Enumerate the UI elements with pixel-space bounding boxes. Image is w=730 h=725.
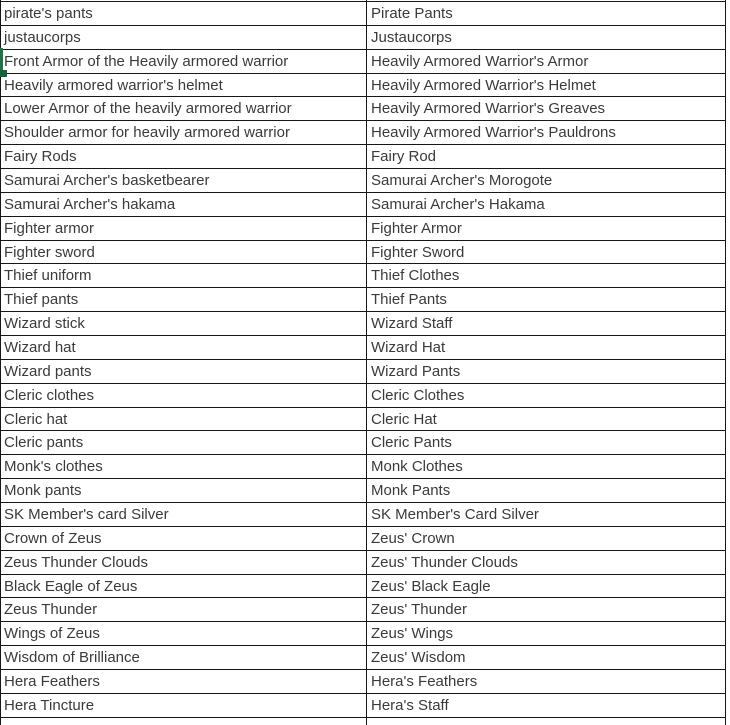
source-name-cell[interactable]: Cleric pants: [4, 434, 84, 452]
table-row: [0, 193, 726, 217]
table-body: [0, 2, 726, 718]
source-name-cell[interactable]: Wizard pants: [4, 362, 92, 380]
table-row: [0, 551, 726, 575]
source-name-cell[interactable]: Zeus Thunder: [4, 601, 98, 619]
source-name-cell[interactable]: Samurai Archer's hakama: [4, 195, 176, 213]
source-name-cell[interactable]: Shoulder armor for heavily armored warrior: [4, 124, 290, 142]
target-name-cell[interactable]: Heavily Armored Warrior's Greaves: [371, 100, 606, 118]
table-row: [0, 622, 726, 646]
grid-left-border: [0, 0, 1, 725]
target-name-cell[interactable]: Zeus' Thunder Clouds: [371, 553, 518, 571]
table-row: [0, 527, 726, 551]
table-row: [0, 646, 726, 670]
target-name-cell[interactable]: Cleric Clothes: [371, 386, 465, 404]
table-row: [0, 575, 726, 599]
source-name-cell[interactable]: SK Member's card Silver: [4, 505, 169, 523]
table-row: [0, 384, 726, 408]
target-name-cell[interactable]: Cleric Hat: [371, 410, 437, 428]
target-name-cell[interactable]: Hera's Feathers: [371, 672, 478, 690]
table-row: [0, 479, 726, 503]
table-row: [0, 241, 726, 265]
target-name-cell[interactable]: Hera's Staff: [371, 696, 449, 714]
table-row: [0, 169, 726, 193]
source-name-cell[interactable]: Front Armor of the Heavily armored warrior: [4, 52, 289, 70]
source-name-cell[interactable]: justaucorps: [4, 28, 81, 46]
source-name-cell[interactable]: Lower Armor of the heavily armored warrior: [4, 100, 292, 118]
source-name-cell[interactable]: pirate's pants: [4, 4, 93, 22]
target-name-cell[interactable]: Cleric Pants: [371, 434, 452, 452]
table-row: [0, 694, 726, 718]
table-row: [0, 670, 726, 694]
source-name-cell[interactable]: Wisdom of Brilliance: [4, 649, 140, 667]
source-name-cell[interactable]: Wizard hat: [4, 338, 76, 356]
table-row: [0, 431, 726, 455]
target-name-cell[interactable]: Zeus' Thunder: [371, 601, 467, 619]
source-name-cell[interactable]: Heavily armored warrior's helmet: [4, 76, 223, 94]
source-name-cell[interactable]: Thief uniform: [4, 267, 92, 285]
target-name-cell[interactable]: Pirate Pants: [371, 4, 453, 22]
cell-selection-border: [0, 48, 3, 71]
table-row: [0, 97, 726, 121]
table-row: [0, 360, 726, 384]
target-name-cell[interactable]: Thief Clothes: [371, 267, 460, 285]
table-row: [0, 336, 726, 360]
source-name-cell[interactable]: Black Eagle of Zeus: [4, 577, 138, 595]
source-name-cell[interactable]: Monk's clothes: [4, 458, 103, 476]
source-name-cell[interactable]: Thief pants: [4, 291, 79, 309]
source-name-cell[interactable]: Fairy Rods: [4, 148, 77, 166]
target-name-cell[interactable]: SK Member's Card Silver: [371, 505, 539, 523]
target-name-cell[interactable]: Fighter Armor: [371, 219, 462, 237]
source-name-cell[interactable]: Samurai Archer's basketbearer: [4, 171, 210, 189]
grid-right-border: [725, 0, 726, 725]
source-name-cell[interactable]: Wizard stick: [4, 315, 85, 333]
table-row: [0, 312, 726, 336]
source-name-cell[interactable]: Cleric hat: [4, 410, 68, 428]
table-row: [0, 26, 726, 50]
target-name-cell[interactable]: Wizard Pants: [371, 362, 461, 380]
table-row: [0, 217, 726, 241]
target-name-cell[interactable]: Zeus' Crown: [371, 529, 455, 547]
table-row: [0, 598, 726, 622]
target-name-cell[interactable]: Heavily Armored Warrior's Pauldrons: [371, 124, 616, 142]
target-name-cell[interactable]: Wizard Hat: [371, 338, 446, 356]
table-row: [0, 264, 726, 288]
target-name-cell[interactable]: Monk Clothes: [371, 458, 463, 476]
table-row: [0, 288, 726, 312]
source-name-cell[interactable]: Wings of Zeus: [4, 625, 100, 643]
target-name-cell[interactable]: Zeus' Wisdom: [371, 649, 466, 667]
target-name-cell[interactable]: Samurai Archer's Morogote: [371, 171, 553, 189]
source-name-cell[interactable]: Cleric clothes: [4, 386, 95, 404]
table-row: [0, 74, 726, 98]
source-name-cell[interactable]: Hera Feathers: [4, 672, 100, 690]
table-row: [0, 455, 726, 479]
target-name-cell[interactable]: Zeus' Wings: [371, 625, 454, 643]
table-row: [0, 408, 726, 432]
target-name-cell[interactable]: Heavily Armored Warrior's Armor: [371, 52, 589, 70]
table-row: [0, 503, 726, 527]
target-name-cell[interactable]: Zeus' Black Eagle: [371, 577, 491, 595]
table-row: [0, 50, 726, 74]
target-name-cell[interactable]: Justaucorps: [371, 28, 452, 46]
target-name-cell[interactable]: Fighter Sword: [371, 243, 465, 261]
column-divider: [366, 0, 367, 725]
target-name-cell[interactable]: Wizard Staff: [371, 315, 453, 333]
source-name-cell[interactable]: Fighter sword: [4, 243, 95, 261]
target-name-cell[interactable]: Monk Pants: [371, 482, 451, 500]
source-name-cell[interactable]: Monk pants: [4, 482, 82, 500]
table-row: [0, 2, 726, 26]
target-name-cell[interactable]: Fairy Rod: [371, 148, 437, 166]
source-name-cell[interactable]: Hera Tincture: [4, 696, 95, 714]
target-name-cell[interactable]: Thief Pants: [371, 291, 447, 309]
target-name-cell[interactable]: Samurai Archer's Hakama: [371, 195, 545, 213]
source-name-cell[interactable]: Crown of Zeus: [4, 529, 102, 547]
source-name-cell[interactable]: Zeus Thunder Clouds: [4, 553, 148, 571]
target-name-cell[interactable]: Heavily Armored Warrior's Helmet: [371, 76, 596, 94]
fill-handle[interactable]: [0, 70, 7, 77]
source-name-cell[interactable]: Fighter armor: [4, 219, 95, 237]
table-row: [0, 121, 726, 145]
table-row: [0, 145, 726, 169]
